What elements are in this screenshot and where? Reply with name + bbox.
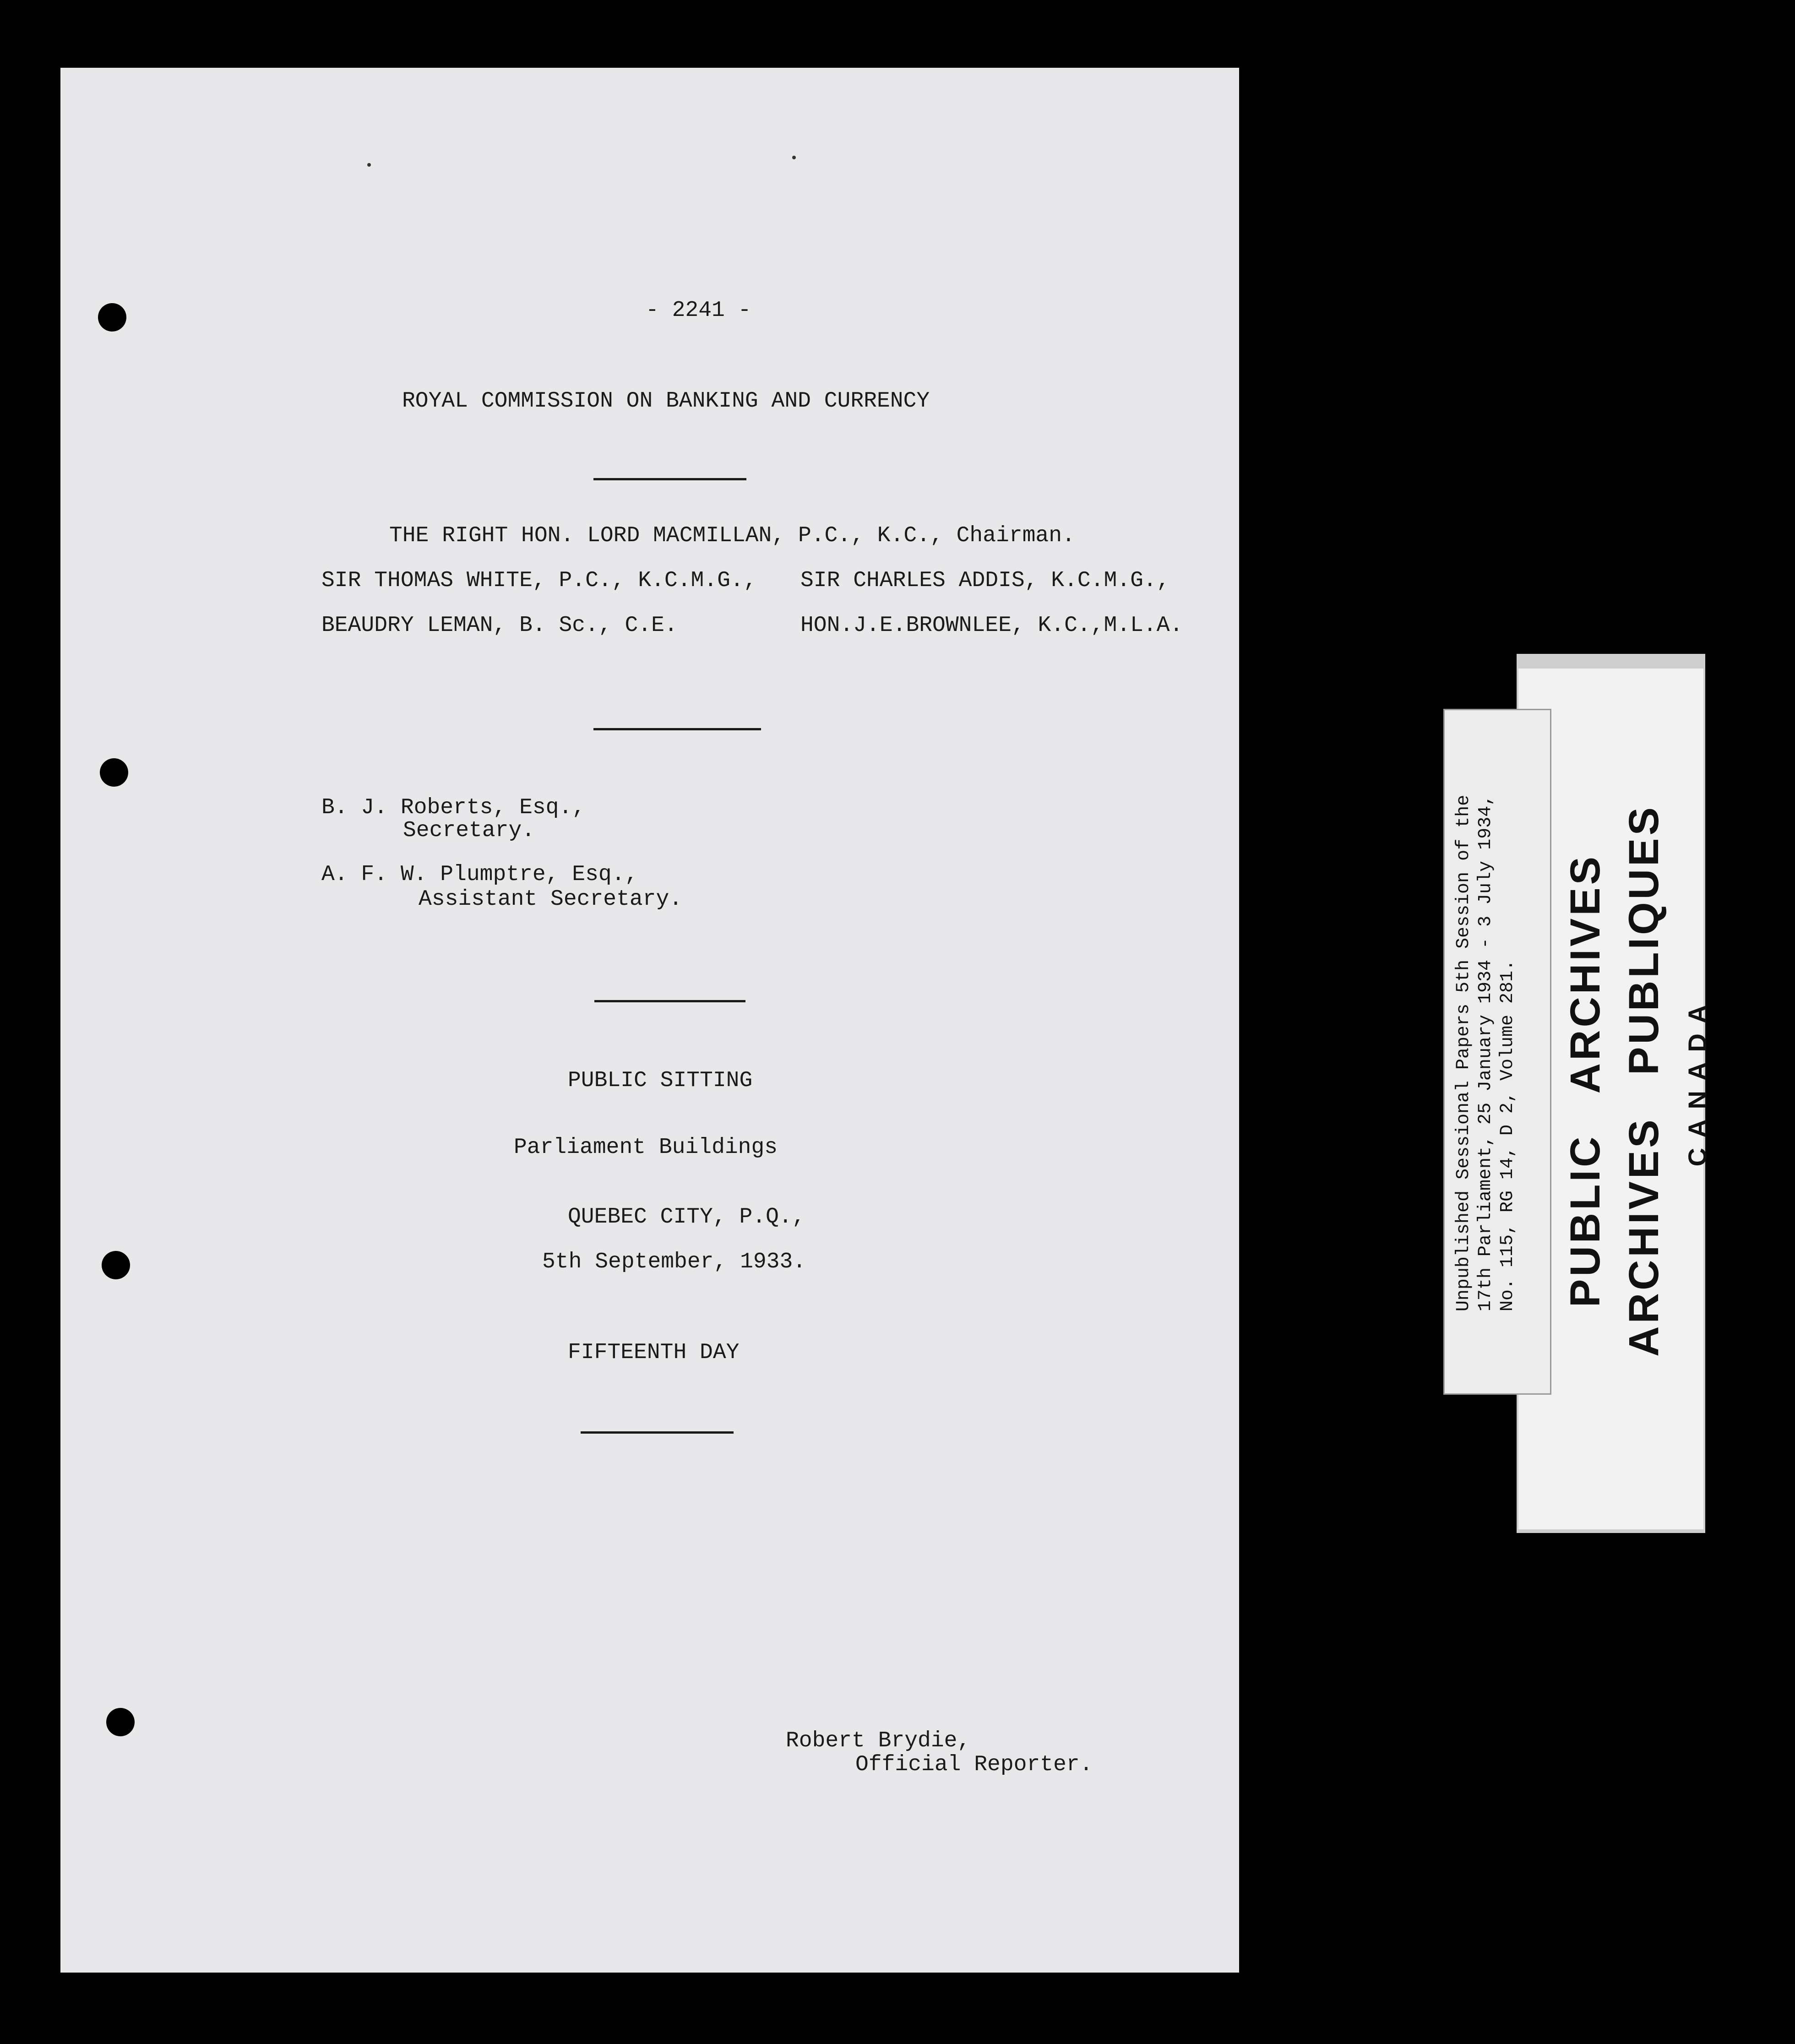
sitting-day: FIFTEENTH DAY: [568, 1340, 740, 1365]
archives-stamp: [1548, 805, 1722, 1357]
secretary-role: Secretary.: [403, 818, 535, 843]
divider: [594, 1000, 745, 1002]
binder-hole: [106, 1708, 135, 1736]
binder-hole: [98, 303, 126, 332]
sitting-type: PUBLIC SITTING: [568, 1068, 753, 1093]
chairman-line: THE RIGHT HON. LORD MACMILLAN, P.C., K.C., Chairman.: [389, 523, 1075, 548]
page-number: - 2241 -: [646, 298, 751, 323]
stamp-line-2: ARCHIVES PUBLIQUES: [1621, 805, 1667, 1357]
secretary-name: B. J. Roberts, Esq.,: [321, 795, 586, 820]
divider: [593, 478, 746, 480]
binder-hole: [100, 758, 128, 787]
sitting-date: 5th September, 1933.: [542, 1250, 806, 1274]
sitting-venue: Parliament Buildings: [514, 1135, 778, 1160]
assistant-secretary-role: Assistant Secretary.: [419, 887, 683, 912]
stamp-line-1: PUBLIC ARCHIVES: [1562, 854, 1609, 1308]
commission-title: ROYAL COMMISSION ON BANKING AND CURRENCY: [402, 389, 930, 413]
reporter-title: Official Reporter.: [855, 1752, 1093, 1777]
paper-speck: [367, 163, 371, 167]
sitting-city: QUEBEC CITY, P.Q.,: [568, 1205, 805, 1229]
assistant-secretary-name: A. F. W. Plumptre, Esq.,: [321, 862, 638, 887]
divider: [593, 728, 761, 730]
divider: [581, 1431, 734, 1434]
paper-speck: [792, 156, 796, 159]
stamp-line-3: CANADA: [1683, 995, 1712, 1167]
document-page: [60, 68, 1239, 1973]
member-right-2: HON.J.E.BROWNLEE, K.C.,M.L.A.: [800, 613, 1183, 638]
member-right-1: SIR CHARLES ADDIS, K.C.M.G.,: [800, 568, 1170, 593]
member-left-2: BEAUDRY LEMAN, B. Sc., C.E.: [321, 613, 678, 638]
archive-reference-text: Unpublished Sessional Papers 5th Session of the 17th Parliament, 25 January 1934 - 3 July 1934, No. 115, RG 14, D 2, Volume 281.: [1453, 794, 1518, 1312]
member-left-1: SIR THOMAS WHITE, P.C., K.C.M.G.,: [321, 568, 757, 593]
binder-hole: [102, 1251, 130, 1279]
reporter-name: Robert Brydie,: [786, 1729, 971, 1753]
